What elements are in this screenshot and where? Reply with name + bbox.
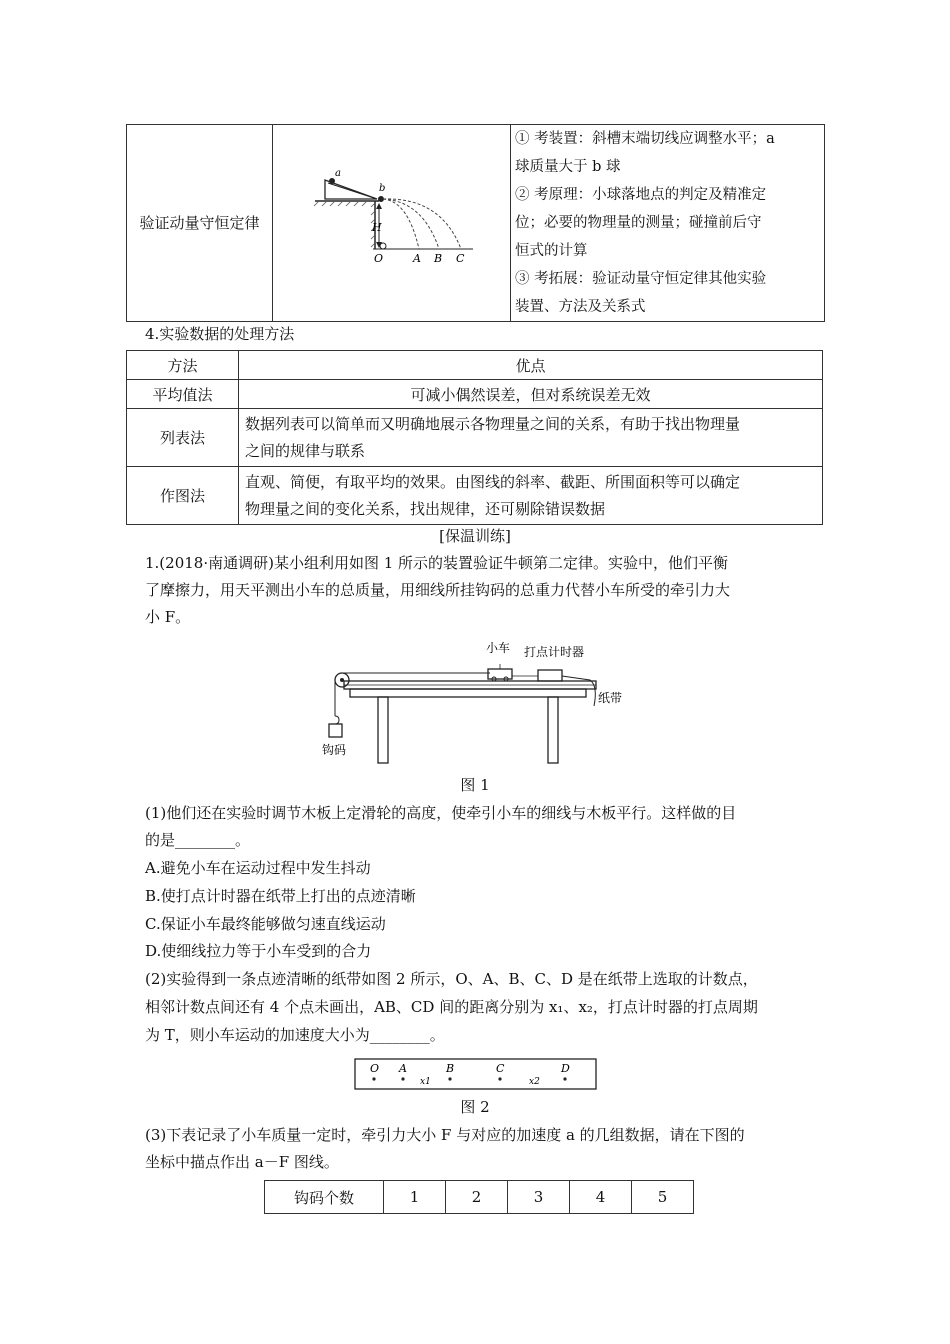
table-cell: 3 (508, 1181, 570, 1214)
point-o-label: O (374, 252, 384, 265)
point-a-label: A (413, 252, 421, 265)
advantage-cell: 可减小偶然误差，但对系统误差无效 (239, 380, 823, 409)
experiment-notes (515, 125, 820, 321)
sub-question-2: 为 T，则小车运动的加速度大小为________。 (145, 1026, 445, 1044)
sub-question-1: (1)他们还在实验时调节木板上定滑轮的高度，使牵引小车的细线与木板平行。这样做的目 (145, 804, 737, 822)
point-label-b: B (446, 1062, 455, 1075)
table-cell: 5 (632, 1181, 694, 1214)
sub-question-1: 的是________。 (145, 831, 251, 849)
x1-label: x1 (420, 1077, 431, 1087)
note-line: ② 考原理：小球落地点的判定及精准定 (515, 187, 767, 203)
weight-label: 钩码 (322, 743, 347, 757)
experiment-name: 验证动量守恒定律 (127, 125, 273, 321)
option-b: B.使打点计时器在纸带上打出的点迹清晰 (145, 887, 416, 905)
advantage-cell: 数据列表可以简单而又明确地展示各物理量之间的关系，有助于找出物理量 之间的规律与联系 (239, 409, 823, 467)
height-label: H (372, 221, 382, 234)
method-cell: 作图法 (127, 467, 239, 525)
point-label-c: C (496, 1062, 505, 1075)
advantage-cell: 直观、简便，有取平均的效果。由图线的斜率、截距、所围面积等可以确定 物理量之间的变化关系，找出规律，还可剔除错误数据 (239, 467, 823, 525)
point-label-o: O (370, 1062, 380, 1075)
tape-label: 纸带 (598, 691, 623, 705)
figure-1-caption: 图 1 (460, 776, 490, 794)
note-line: 位；必要的物理量的测量；碰撞前后守 (515, 215, 762, 231)
question-stem: 1.(2018·南通调研)某小组利用如图 1 所示的装置验证牛顿第二定律。实验中，他们平衡 (145, 554, 729, 572)
note-line: ③ 考拓展：验证动量守恒定律其他实验 (515, 271, 767, 287)
experiment-table (126, 124, 825, 322)
note-line: 恒式的计算 (515, 243, 588, 259)
point-c-label: C (456, 252, 465, 265)
table-cell: 4 (570, 1181, 632, 1214)
ball-b-label: b (379, 183, 386, 194)
header-method: 方法 (127, 351, 239, 380)
ball-a-label: a (335, 168, 341, 179)
option-d: D.使细线拉力等于小车受到的合力 (145, 942, 372, 960)
collision-figure (273, 125, 511, 321)
header-advantage: 优点 (239, 351, 823, 380)
sub-question-3: (3)下表记录了小车质量一定时，牵引力大小 F 与对应的加速度 a 的几组数据，请在下图的 (145, 1126, 745, 1144)
figure-1-apparatus (320, 636, 640, 770)
point-b-label: B (434, 252, 443, 265)
figure-2-caption: 图 2 (460, 1098, 490, 1116)
sub-question-2: (2)实验得到一条点迹清晰的纸带如图 2 所示，O、A、B、C、D 是在纸带上选取的计数点， (145, 970, 758, 988)
cart-label: 小车 (486, 641, 511, 655)
data-method-table (126, 350, 823, 525)
section-title: 4.实验数据的处理方法 (145, 325, 295, 343)
point-label-a: A (399, 1062, 407, 1075)
note-line: 装置、方法及关系式 (515, 299, 646, 315)
note-line: 球质量大于 b 球 (515, 159, 621, 175)
option-c: C.保证小车最终能够做匀速直线运动 (145, 915, 386, 933)
sub-question-3: 坐标中描点作出 a－F 图线。 (145, 1153, 339, 1171)
question-stem: 小 F。 (145, 608, 191, 626)
method-cell: 列表法 (127, 409, 239, 467)
training-title: [保温训练] (439, 527, 511, 545)
question-stem: 了摩擦力，用天平测出小车的总质量，用细线所挂钩码的总重力代替小车所受的牵引力大 (145, 581, 731, 599)
collision-apparatus-diagram (273, 125, 510, 321)
note-line: ① 考装置：斜槽末端切线应调整水平；a (515, 131, 775, 147)
table-label: 钩码个数 (265, 1181, 384, 1214)
x2-label: x2 (529, 1077, 540, 1087)
sub-question-2: 相邻计数点间还有 4 个点未画出，AB、CD 间的距离分别为 x₁、x₂，打点计时器的打点周期 (145, 998, 758, 1016)
figure-2-tape (354, 1058, 598, 1092)
point-label-d: D (561, 1062, 570, 1075)
option-a: A.避免小车在运动过程中发生抖动 (145, 859, 371, 877)
timer-label: 打点计时器 (524, 645, 585, 659)
table-cell: 1 (384, 1181, 446, 1214)
weight-count-table (264, 1180, 694, 1214)
method-cell: 平均值法 (127, 380, 239, 409)
table-cell: 2 (446, 1181, 508, 1214)
